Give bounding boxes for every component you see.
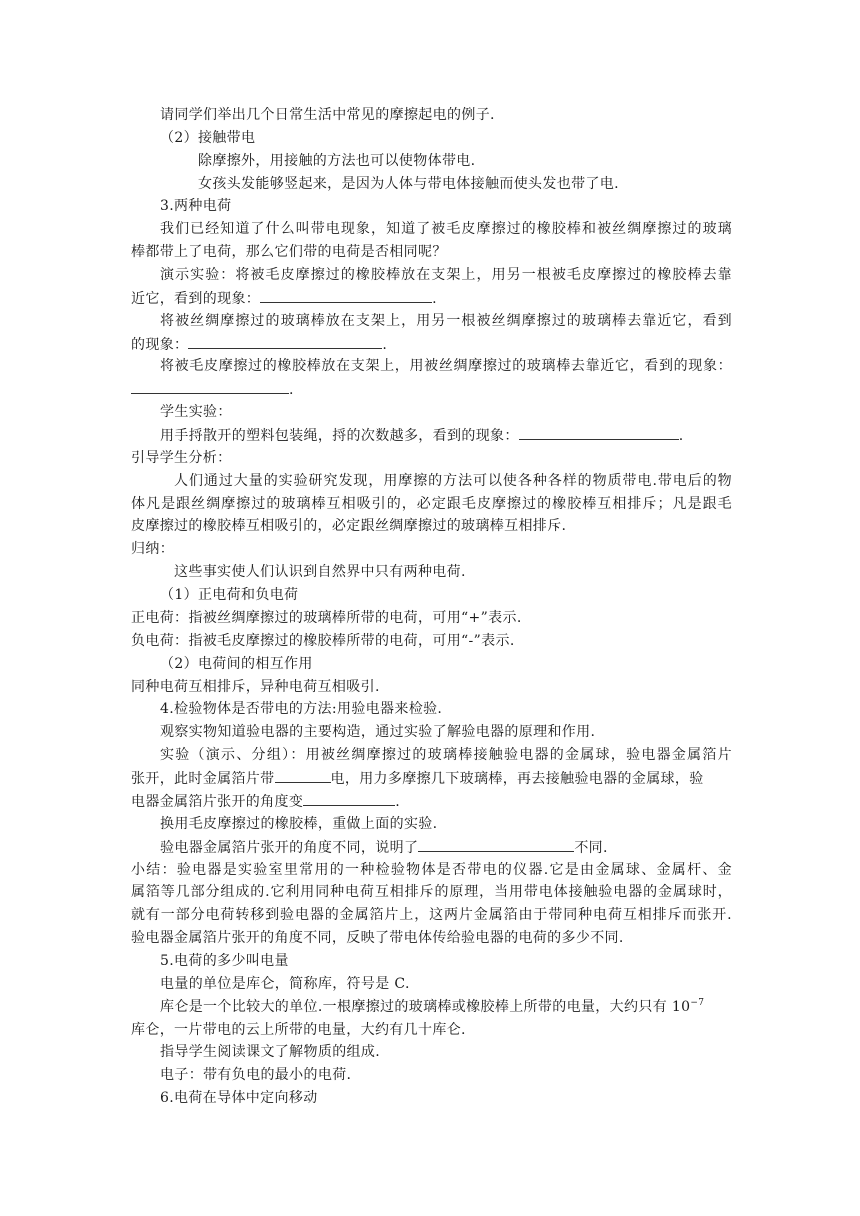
text-line: 电量的单位是库仑，简称库，符号是 C.	[160, 976, 410, 992]
text-line: 观察实物知道验电器的主要构造，通过实验了解验电器的原理和作用.	[160, 724, 596, 740]
text-line: 将被毛皮摩擦过的橡胶棒放在支架上，用被丝绸摩擦过的玻璃棒去靠近它，看到的现象：	[160, 358, 732, 374]
text-line: 正电荷：指被丝绸摩擦过的玻璃棒所带的电荷，可用“+”表示.	[131, 610, 522, 626]
text-line: 负电荷：指被毛皮摩擦过的橡胶棒所带的电荷，可用“-”表示.	[131, 633, 515, 649]
text-line: 女孩头发能够竖起来，是因为人体与带电体接触而使头发也带了电.	[198, 176, 619, 192]
text-line: 小结：验电器是实验室里常用的一种检验物体是否带电的仪器.它是由金属球、金属杆、金	[131, 862, 732, 878]
answer-blank[interactable]	[188, 334, 382, 349]
answer-blank[interactable]	[260, 288, 432, 303]
text-segment: 的现象：	[131, 337, 189, 353]
text-line: 引导学生分析：	[131, 450, 232, 466]
text-line: 就有一部分电荷转移到验电器的金属箔片上，这两片金属箔由于带同种电荷互相排斥而张开.	[131, 907, 732, 923]
text-line: 这些事实使人们认识到自然界中只有两种电荷.	[174, 564, 466, 580]
text-segment: 验电器金属箔片张开的角度不同，说明了	[160, 840, 419, 856]
text-segment: 库仑是一个比较大的单位.一根摩擦过的玻璃棒或橡胶棒上所带的电量，大约只有 10	[160, 999, 691, 1015]
text-segment: 不同.	[574, 840, 608, 856]
text-line: 实验（演示、分组）：用被丝绸摩擦过的玻璃棒接触验电器的金属球，验电器金属箔片	[160, 747, 732, 763]
text-line: 体凡是跟丝绸摩擦过的玻璃棒互相吸引的，必定跟毛皮摩擦过的橡胶棒互相排斥；凡是跟毛	[131, 496, 732, 512]
text-line: 请同学们举出几个日常生活中常见的摩擦起电的例子.	[160, 107, 495, 123]
section-heading: 3.两种电荷	[160, 198, 232, 214]
text-line-with-blank	[131, 379, 294, 400]
answer-blank[interactable]	[519, 425, 679, 440]
text-segment: 近它，看到的现象：	[131, 291, 261, 307]
text-line	[160, 997, 704, 1017]
subsection-heading: （1）正电荷和负电荷	[160, 587, 299, 603]
text-segment: .	[432, 291, 437, 307]
text-line: 属箔等几部分组成的.它利用同种电荷互相排斥的原理，当用带电体接触验电器的金属球时，	[131, 884, 732, 900]
text-line: 除摩擦外，用接触的方法也可以使物体带电.	[198, 153, 476, 169]
text-line: 将被丝绸摩擦过的玻璃棒放在支架上，用另一根被丝绸摩擦过的玻璃棒去靠近它，看到	[160, 313, 732, 329]
text-segment: .	[395, 794, 401, 810]
text-line: 库仑，一片带电的云上所带的电量，大约有几十库仑.	[131, 1022, 466, 1038]
answer-blank[interactable]	[275, 768, 331, 783]
answer-blank[interactable]	[131, 379, 289, 394]
text-line: 棒都带上了电荷，那么它们带的电荷是否相同呢？	[131, 244, 447, 260]
text-segment: 张开，此时金属箔片带	[131, 771, 275, 787]
section-heading: 5.电荷的多少叫电量	[160, 953, 289, 969]
exponent: −7	[690, 998, 705, 1008]
answer-blank[interactable]	[303, 791, 395, 806]
text-line: 同种电荷互相排斥，异种电荷互相吸引.	[131, 679, 380, 695]
text-line-with-blank	[131, 334, 387, 355]
text-line: 学生实验：	[160, 404, 232, 420]
text-line: 演示实验：将被毛皮摩擦过的橡胶棒放在支架上，用另一根被毛皮摩擦过的橡胶棒去靠	[160, 267, 732, 283]
text-line: 换用毛皮摩擦过的橡胶棒，重做上面的实验.	[160, 816, 438, 832]
text-line: 皮摩擦过的橡胶棒互相吸引的，必定跟丝绸摩擦过的玻璃棒互相排斥.	[131, 518, 567, 534]
text-line: 指导学生阅读课文了解物质的组成.	[160, 1044, 381, 1060]
section-heading: 6.电荷在导体中定向移动	[160, 1090, 318, 1106]
text-line-with-blank	[131, 768, 704, 789]
text-line-with-blank	[131, 288, 437, 309]
text-segment: 电器金属箔片张开的角度变	[131, 794, 304, 810]
text-segment: .	[678, 428, 684, 444]
text-segment: 电，用力多摩擦几下玻璃棒，再去接触验电器的金属球，验	[330, 771, 704, 787]
text-line: 我们已经知道了什么叫带电现象，知道了被毛皮摩擦过的橡胶棒和被丝绸摩擦过的玻璃	[160, 221, 732, 237]
text-line-with-blank	[131, 791, 400, 812]
text-segment: .	[382, 337, 388, 353]
text-line: 人们通过大量的实验研究发现，用摩擦的方法可以使各种各样的物质带电.带电后的物	[174, 473, 732, 489]
section-heading: 4.检验物体是否带电的方法:用验电器来检验.	[160, 701, 443, 717]
text-segment: 用手捋散开的塑料包装绳，捋的次数越多，看到的现象：	[160, 428, 519, 444]
text-line: 验电器金属箔片张开的角度不同，反映了带电体传给验电器的电荷的多少不同.	[131, 930, 624, 946]
text-line-with-blank	[160, 425, 684, 446]
text-line: 电子：带有负电的最小的电荷.	[160, 1067, 352, 1083]
subsection-heading: （2）接触带电	[160, 130, 256, 146]
subsection-heading: （2）电荷间的相互作用	[160, 656, 313, 672]
text-segment: .	[289, 382, 294, 398]
text-line-with-blank	[160, 837, 608, 858]
answer-blank[interactable]	[418, 837, 574, 852]
text-line: 归纳：	[131, 541, 175, 557]
